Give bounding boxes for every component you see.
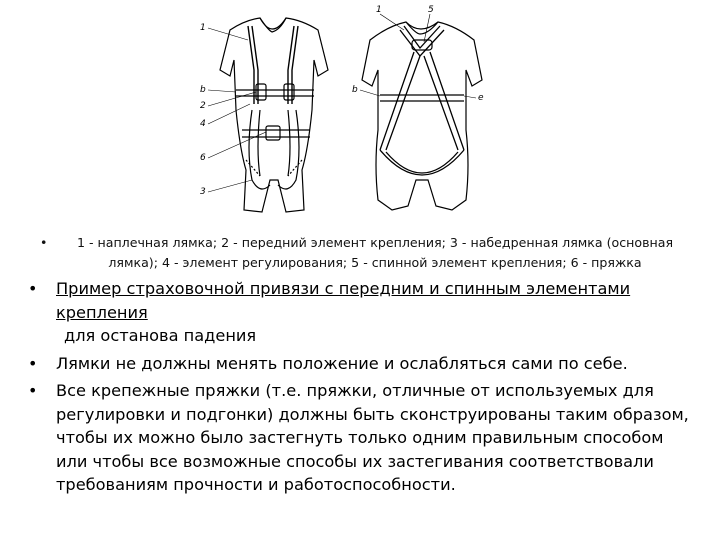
- list-bullet: •: [28, 279, 38, 298]
- caption-bullet: •: [40, 235, 48, 250]
- caption-text: 1 - наплечная лямка; 2 - передний элемент крепления; 3 - набедренная лямка (основная лямка); 4 - элемент регулирования; 5 - спинной элемент крепления; 6 - пряжка: [76, 235, 674, 270]
- list-item: [28, 352, 692, 376]
- bullet-list: [28, 277, 692, 501]
- label-1-back: 1: [376, 5, 382, 15]
- list-item-tail: для останова падения: [64, 326, 257, 345]
- label-6-front: 6: [200, 153, 206, 163]
- label-5-back: 5: [428, 5, 434, 15]
- label-b-back: b: [352, 85, 358, 95]
- harness-illustration: [190, 0, 520, 222]
- label-b-front: b: [200, 85, 206, 95]
- label-2-front: 2: [200, 101, 206, 111]
- label-4-front: 4: [200, 119, 206, 129]
- harness-diagram-svg: [190, 0, 520, 222]
- label-3-front: 3: [200, 187, 206, 197]
- list-item-text: Все крепежные пряжки (т.е. пряжки, отличные от используемых для регулировки и подгонки) должны быть сконструированы таким образом, чтобы их можно было застегнуть только одним правильным способом или чтобы все возможные способы их застегивания соответствовали требованиям прочности и работоспособности.: [56, 381, 689, 494]
- label-1-front: 1: [200, 23, 206, 33]
- list-item: [28, 277, 692, 348]
- back-view: [362, 22, 482, 210]
- list-item-text: Лямки не должны менять положение и ослабляться сами по себе.: [56, 353, 628, 373]
- list-bullet: •: [28, 381, 38, 400]
- list-item: [28, 379, 692, 497]
- label-e-back: e: [478, 93, 484, 103]
- front-view: [220, 18, 328, 212]
- harness-example-link[interactable]: Пример страховочной привязи с передним и спинным элементами крепления: [56, 279, 631, 322]
- list-bullet: •: [28, 353, 38, 373]
- front-labels: [200, 23, 266, 197]
- figure-caption: [40, 233, 680, 273]
